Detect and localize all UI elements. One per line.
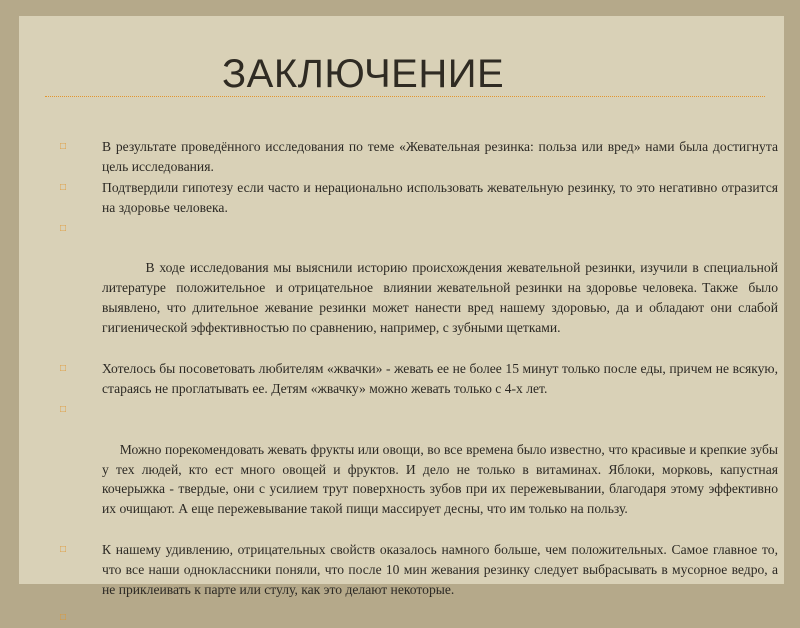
- square-bullet-icon: □: [60, 181, 67, 193]
- list-item: [60, 359, 778, 399]
- list-item: [60, 137, 778, 177]
- square-bullet-icon: □: [60, 611, 67, 623]
- square-bullet-icon: □: [60, 362, 67, 374]
- paragraph-text: Хотелось бы посоветовать любителям «жвачки» - жевать ее не более 15 минут только после еды, причем не всякую, стараясь не проглатывать ее. Детям «жвачку» можно жевать только с 4-х лет.: [102, 360, 778, 396]
- title-divider: [45, 96, 765, 97]
- paragraph-text: К нашему удивлению, отрицательных свойств оказалось намного больше, чем положительных. Самое главное то, что все наши одноклассники поняли, что после 10 мин жевания резинку следует выбрасывать в мусорное ведро, а не приклеивать к парте или стулу, как это делают некоторые.: [102, 542, 778, 597]
- list-item: [60, 178, 778, 218]
- list-item: [60, 400, 782, 539]
- square-bullet-icon: □: [60, 141, 67, 152]
- paragraph-text: В ходе исследования мы выяснили историю происхождения жевательной резинки, изучили в специальной литературе положительное и отрицательное влиянии жевательной резинки на здоровье человека. Также было выявлено, что длительное жевание резинки может нанести вред нашему здоровью, да и обладают они слабой гигиенической эффективностью по сравнению, например, с зубными щетками.: [102, 260, 782, 336]
- square-bullet-icon: □: [60, 544, 67, 556]
- slide-title: ЗАКЛЮЧЕНИЕ: [222, 52, 505, 96]
- list-item: [60, 219, 782, 358]
- square-bullet-icon: □: [60, 403, 67, 415]
- bullet-list: [60, 137, 782, 623]
- list-item: [60, 540, 778, 600]
- paragraph-text: В результате проведённого исследования по теме «Жевательная резинка: польза или вред» нами была достигнута цель исследования.: [102, 139, 778, 174]
- paragraph-text: Подтвердили гипотезу если часто и нерационально использовать жевательную резинку, то это негативно отразится на здоровье человека.: [102, 179, 778, 215]
- paragraph-text: Можно порекомендовать жевать фрукты или овощи, во все времена было известно, что красивые и крепкие зубы у тех людей, кто ест много овощей и фруктов. И дело не только в витаминах. Яблоки, морковь, капустная кочерыжка - твердые, они с усилием трут поверхность зубов при их пережевывании, благодаря этому эффективно их очищают. А еще пережевывание такой пищи массирует десны, что им только на пользу.: [102, 441, 782, 517]
- square-bullet-icon: □: [60, 222, 67, 234]
